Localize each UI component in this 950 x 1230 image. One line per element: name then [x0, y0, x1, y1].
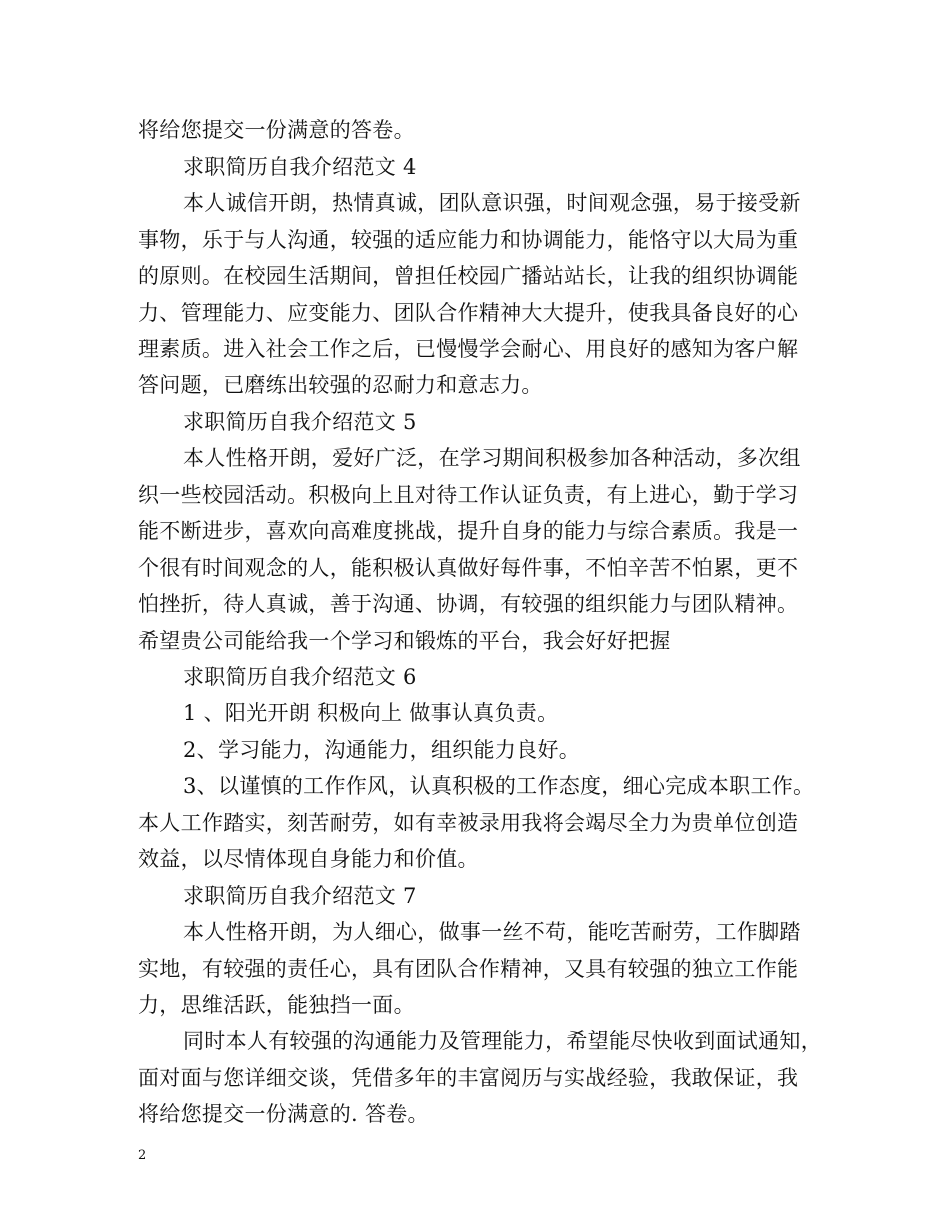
text-line: 本人性格开朗，为人细心，做事一丝不苟，能吃苦耐劳，工作脚踏 [183, 920, 801, 944]
text-line: 力、管理能力、应变能力、团队合作精神大大提升，使我具备良好的心 [138, 301, 799, 325]
page-number: 2 [138, 1148, 147, 1163]
section-heading: 求职简历自我介绍范文 7 [183, 884, 417, 908]
text-line: 个很有时间观念的人，能积极认真做好每件事，不怕辛苦不怕累，更不 [138, 556, 799, 580]
text-line: 的原则。在校园生活期间，曾担任校园广播站站长，让我的组织协调能 [138, 264, 799, 288]
text-line: 本人诚信开朗，热情真诚，团队意识强，时间观念强，易于接受新 [183, 191, 801, 215]
text-line: 本人性格开朗，爱好广泛，在学习期间积极参加各种活动，多次组 [183, 446, 801, 470]
section-heading: 求职简历自我介绍范文 5 [183, 410, 417, 434]
text-line: 面对面与您详细交谈，凭借多年的丰富阅历与实战经验，我敢保证，我 [138, 1066, 799, 1090]
list-item: 1 、阳光开朗 积极向上 做事认真负责。 [183, 701, 559, 725]
text-line: 事物，乐于与人沟通，较强的适应能力和协调能力，能恪守以大局为重 [138, 228, 799, 252]
text-line: 同时本人有较强的沟通能力及管理能力，希望能尽快收到面试通知， [183, 1029, 822, 1053]
text-line: 本人工作踏实，刻苦耐劳，如有幸被录用我将会竭尽全力为贵单位创造 [138, 811, 799, 835]
text-line: 将给您提交一份满意的答卷。 [138, 118, 415, 142]
text-line: 答问题，已磨练出较强的忍耐力和意志力。 [138, 373, 543, 397]
section-heading: 求职简历自我介绍范文 4 [183, 155, 417, 179]
list-item: 2、学习能力，沟通能力，组织能力良好。 [183, 738, 581, 762]
text-line: 效益，以尽情体现自身能力和价值。 [138, 847, 479, 871]
text-line: 希望贵公司能给我一个学习和锻炼的平台，我会好好把握 [138, 629, 671, 653]
text-line: 将给您提交一份满意的. 答卷。 [138, 1102, 429, 1126]
list-item: 3、以谨慎的工作作风，认真积极的工作态度，细心完成本职工作。 [183, 774, 815, 798]
text-line: 理素质。进入社会工作之后，已慢慢学会耐心、用良好的感知为客户解 [138, 337, 799, 361]
section-heading: 求职简历自我介绍范文 6 [183, 665, 417, 689]
text-line: 能不断进步，喜欢向高难度挑战，提升自身的能力与综合素质。我是一 [138, 519, 799, 543]
text-line: 怕挫折，待人真诚，善于沟通、协调，有较强的组织能力与团队精神。 [138, 592, 799, 616]
text-line: 织一些校园活动。积极向上且对待工作认证负责，有上进心，勤于学习 [138, 483, 799, 507]
text-line: 实地，有较强的责任心，具有团队合作精神，又具有较强的独立工作能 [138, 957, 799, 981]
text-line: 力，思维活跃，能独挡一面。 [138, 993, 415, 1017]
